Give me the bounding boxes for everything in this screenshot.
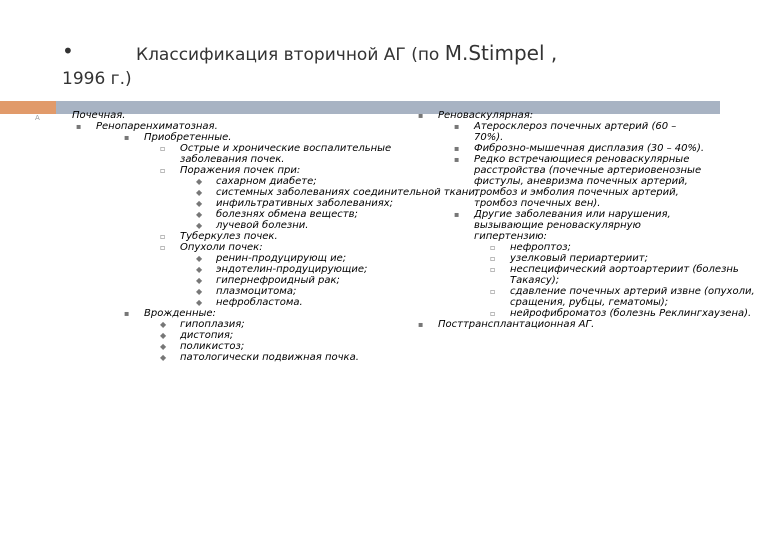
list-item-text: нефробластома. xyxy=(216,297,303,308)
list-item-text: Приобретенные. xyxy=(144,132,232,143)
bullet-marker-icon: ▫ xyxy=(160,144,166,153)
list-item xyxy=(64,308,424,319)
bullet-marker-icon: ▪ xyxy=(418,111,424,120)
list-item-text: инфильтративных заболеваниях; xyxy=(216,198,394,209)
bullet-marker-icon: ▫ xyxy=(490,287,496,296)
list-item xyxy=(396,209,708,242)
bullet-marker-icon: ◆ xyxy=(160,353,167,362)
bullet-marker-icon: ▪ xyxy=(124,309,130,318)
list-item-text: Туберкулез почек. xyxy=(180,231,278,242)
list-item xyxy=(396,154,708,209)
list-item-text: Опухоли почек: xyxy=(180,242,263,253)
list-item xyxy=(64,165,444,176)
bullet-marker-icon: ▪ xyxy=(418,320,424,329)
bullet-marker-icon: ◆ xyxy=(160,320,167,329)
list-item xyxy=(64,341,444,352)
title-line-2: 1996 г.) xyxy=(62,69,132,89)
title-prefix: Классификация вторичной АГ (по xyxy=(136,45,445,65)
list-item xyxy=(396,286,784,308)
list-item xyxy=(396,121,708,143)
list-item-text: Ренопаренхиматозная. xyxy=(96,121,218,132)
list-item-text: Фиброзно-мышечная дисплазия (30 – 40%). xyxy=(474,143,705,154)
bullet-marker-icon: ▫ xyxy=(490,254,496,263)
list-item-text: Острые и хронические воспалительные заболевания почек. xyxy=(180,143,392,165)
list-item-text: системных заболеваниях соединительной ткани; xyxy=(216,187,479,198)
bullet-marker-icon: ◆ xyxy=(160,342,167,351)
list-item-text: гипоплазия; xyxy=(180,319,245,330)
bullet-marker-icon: ▪ xyxy=(124,133,130,142)
left-column-list xyxy=(64,110,479,363)
list-item-text: дистопия; xyxy=(180,330,234,341)
list-item-text: нефроптоз; xyxy=(510,242,571,253)
list-item-text: Почечная. xyxy=(72,110,126,121)
list-item xyxy=(64,231,444,242)
list-item-text: патологически подвижная почка. xyxy=(180,352,359,363)
list-item xyxy=(396,242,784,253)
list-item xyxy=(64,242,444,253)
bullet-marker-icon: ▫ xyxy=(160,243,166,252)
bullet-marker-icon: ▫ xyxy=(490,243,496,252)
list-item-text: плазмоцитома; xyxy=(216,286,297,297)
bullet-marker-icon: ▫ xyxy=(490,309,496,318)
bullet-marker-icon: ▫ xyxy=(160,166,166,175)
list-item xyxy=(396,319,680,330)
list-item-text: гипернефроидный рак; xyxy=(216,275,340,286)
title-line-1 xyxy=(136,40,557,68)
bullet-marker-icon: ▪ xyxy=(454,155,460,164)
list-item xyxy=(396,264,784,286)
bullet-marker-icon: ◆ xyxy=(196,221,203,230)
bullet-marker-icon: ◆ xyxy=(196,276,203,285)
bullet-marker-icon: ▪ xyxy=(454,210,460,219)
bullet-marker-icon: ▫ xyxy=(160,232,166,241)
list-item xyxy=(396,308,784,319)
list-item xyxy=(64,121,368,132)
bullet-marker-icon: ◆ xyxy=(160,331,167,340)
list-item-text: болезнях обмена веществ; xyxy=(216,209,358,220)
list-item-text: эндотелин-продуцирующие; xyxy=(216,264,368,275)
list-item-text: сдавление почечных артерий извне (опухоли, сращения, рубцы, гематомы); xyxy=(510,286,755,308)
list-item-text: Врожденные: xyxy=(144,308,216,319)
bullet-marker-icon: ◆ xyxy=(196,188,203,197)
right-column-list xyxy=(396,110,755,330)
title-bullet: • xyxy=(62,39,74,63)
bullet-marker-icon: ▪ xyxy=(454,122,460,131)
list-item xyxy=(64,143,444,165)
list-item xyxy=(396,253,784,264)
bullet-marker-icon: ▫ xyxy=(490,265,496,274)
list-item-text: Редко встречающиеся реноваскулярные расстройства (почечные артериовенозные фистулы, аневризма почечных артерий, тромбоз и эмболия почечных артерий, тромбоз почечных вен). xyxy=(474,154,702,209)
list-item-text: Другие заболевания или нарушения, вызывающие реноваскулярную гипертензию: xyxy=(474,209,671,242)
list-item xyxy=(64,110,330,121)
list-item xyxy=(64,330,444,341)
list-item-text: лучевой болезни. xyxy=(216,220,309,231)
bullet-marker-icon: ▪ xyxy=(76,122,82,131)
bullet-marker-icon: ◆ xyxy=(196,287,203,296)
bullet-marker-icon: ◆ xyxy=(196,298,203,307)
list-item-text: ренин-продуцирующ ие; xyxy=(216,253,347,264)
list-item-text: Атеросклероз почечных артерий (60 – 70%). xyxy=(474,121,677,143)
title-author: M.Stimpel , xyxy=(444,41,558,65)
title-rule-accent xyxy=(0,101,56,114)
list-item-text: Реноваскулярная: xyxy=(438,110,534,121)
list-item xyxy=(396,143,708,154)
bullet-marker-icon: ▪ xyxy=(454,144,460,153)
list-item xyxy=(64,319,444,330)
list-item-text: узелковый периартериит; xyxy=(510,253,648,264)
list-item xyxy=(64,352,444,363)
list-item-text: сахарном диабете; xyxy=(216,176,317,187)
rule-tick-label: A xyxy=(35,114,40,122)
list-item xyxy=(396,110,680,121)
list-item xyxy=(64,132,424,143)
list-item-text: нейрофиброматоз (болезнь Реклингхаузена). xyxy=(510,308,752,319)
list-item-text: Поражения почек при: xyxy=(180,165,301,176)
bullet-marker-icon: ◆ xyxy=(196,265,203,274)
bullet-marker-icon: ◆ xyxy=(196,210,203,219)
bullet-marker-icon: ◆ xyxy=(196,254,203,263)
list-item-text: неспецифический аортоартериит (болезнь Такаясу); xyxy=(510,264,739,286)
bullet-marker-icon: ◆ xyxy=(196,177,203,186)
bullet-marker-icon: ◆ xyxy=(196,199,203,208)
list-item-text: Посттрансплантационная АГ. xyxy=(438,319,595,330)
list-item-text: поликистоз; xyxy=(180,341,245,352)
